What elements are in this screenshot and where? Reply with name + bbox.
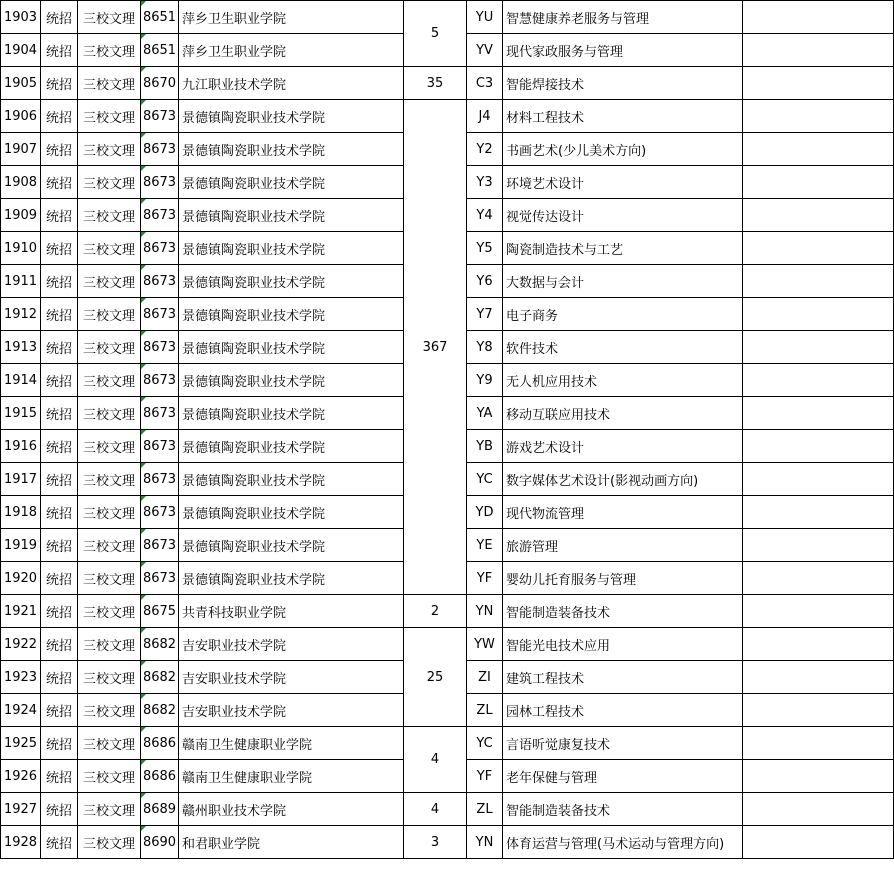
major-name-cell: 材料工程技术 [503,100,743,133]
school-code-cell: 8682 [141,628,179,661]
note-cell [743,826,894,859]
note-cell [743,100,894,133]
row-seq-cell: 1926 [1,760,41,793]
major-name-cell: 婴幼儿托育服务与管理 [503,562,743,595]
major-name-cell: 老年保健与管理 [503,760,743,793]
major-name-cell: 移动互联应用技术 [503,397,743,430]
major-code-cell: YF [467,562,503,595]
row-seq-cell: 1920 [1,562,41,595]
table-row [1,628,894,661]
school-code-cell: 8675 [141,595,179,628]
school-name-cell: 景德镇陶瓷职业技术学院 [179,430,404,463]
enroll-type-cell: 统招 [41,628,78,661]
row-seq-cell: 1917 [1,463,41,496]
note-cell [743,265,894,298]
major-name-cell: 园林工程技术 [503,694,743,727]
major-code-cell: Y7 [467,298,503,331]
enroll-type-cell: 统招 [41,67,78,100]
row-seq-cell: 1913 [1,331,41,364]
category-cell: 三校文理 [78,232,141,265]
major-code-cell: Y2 [467,133,503,166]
major-code-cell: YN [467,595,503,628]
major-code-cell: ZL [467,694,503,727]
category-cell: 三校文理 [78,397,141,430]
enroll-type-cell: 统招 [41,760,78,793]
school-name-cell: 景德镇陶瓷职业技术学院 [179,166,404,199]
major-code-cell: C3 [467,67,503,100]
major-name-cell: 视觉传达设计 [503,199,743,232]
table-row [1,100,894,133]
school-name-cell: 景德镇陶瓷职业技术学院 [179,529,404,562]
major-code-cell: Y4 [467,199,503,232]
school-name-cell: 九江职业技术学院 [179,67,404,100]
major-name-cell: 旅游管理 [503,529,743,562]
category-cell: 三校文理 [78,133,141,166]
school-name-cell: 吉安职业技术学院 [179,694,404,727]
quota-cell: 35 [404,67,467,100]
major-code-cell: YN [467,826,503,859]
category-cell: 三校文理 [78,67,141,100]
major-name-cell: 环境艺术设计 [503,166,743,199]
enroll-type-cell: 统招 [41,496,78,529]
school-name-cell: 赣州职业技术学院 [179,793,404,826]
major-name-cell: 现代物流管理 [503,496,743,529]
row-seq-cell: 1921 [1,595,41,628]
school-code-cell: 8673 [141,199,179,232]
school-name-cell: 景德镇陶瓷职业技术学院 [179,232,404,265]
major-name-cell: 书画艺术(少儿美术方向) [503,133,743,166]
enroll-type-cell: 统招 [41,826,78,859]
major-name-cell: 智能光电技术应用 [503,628,743,661]
major-code-cell: Y8 [467,331,503,364]
row-seq-cell: 1918 [1,496,41,529]
row-seq-cell: 1924 [1,694,41,727]
enroll-type-cell: 统招 [41,364,78,397]
category-cell: 三校文理 [78,34,141,67]
category-cell: 三校文理 [78,562,141,595]
table-body [1,1,894,859]
note-cell [743,727,894,760]
major-name-cell: 现代家政服务与管理 [503,34,743,67]
major-code-cell: YV [467,34,503,67]
school-code-cell: 8682 [141,694,179,727]
major-code-cell: ZI [467,661,503,694]
category-cell: 三校文理 [78,331,141,364]
enroll-type-cell: 统招 [41,298,78,331]
school-code-cell: 8686 [141,727,179,760]
enroll-type-cell: 统招 [41,397,78,430]
row-seq-cell: 1906 [1,100,41,133]
note-cell [743,67,894,100]
school-code-cell: 8673 [141,496,179,529]
row-seq-cell: 1919 [1,529,41,562]
row-seq-cell: 1915 [1,397,41,430]
school-code-cell: 8651 [141,34,179,67]
school-code-cell: 8673 [141,298,179,331]
school-code-cell: 8673 [141,430,179,463]
school-name-cell: 赣南卫生健康职业学院 [179,760,404,793]
enroll-type-cell: 统招 [41,265,78,298]
note-cell [743,694,894,727]
school-code-cell: 8689 [141,793,179,826]
category-cell: 三校文理 [78,100,141,133]
category-cell: 三校文理 [78,463,141,496]
note-cell [743,331,894,364]
row-seq-cell: 1912 [1,298,41,331]
school-code-cell: 8686 [141,760,179,793]
major-name-cell: 智能焊接技术 [503,67,743,100]
school-name-cell: 萍乡卫生职业学院 [179,1,404,34]
category-cell: 三校文理 [78,265,141,298]
note-cell [743,1,894,34]
category-cell: 三校文理 [78,166,141,199]
note-cell [743,364,894,397]
major-name-cell: 智能制造装备技术 [503,595,743,628]
category-cell: 三校文理 [78,694,141,727]
note-cell [743,133,894,166]
school-name-cell: 吉安职业技术学院 [179,661,404,694]
note-cell [743,496,894,529]
note-cell [743,562,894,595]
quota-cell: 367 [404,100,467,595]
school-code-cell: 8673 [141,265,179,298]
major-name-cell: 数字媒体艺术设计(影视动画方向) [503,463,743,496]
enroll-type-cell: 统招 [41,562,78,595]
category-cell: 三校文理 [78,760,141,793]
school-name-cell: 景德镇陶瓷职业技术学院 [179,199,404,232]
category-cell: 三校文理 [78,496,141,529]
major-name-cell: 言语听觉康复技术 [503,727,743,760]
row-seq-cell: 1907 [1,133,41,166]
enroll-type-cell: 统招 [41,166,78,199]
table-row [1,595,894,628]
enroll-type-cell: 统招 [41,430,78,463]
enroll-type-cell: 统招 [41,529,78,562]
school-code-cell: 8673 [141,529,179,562]
major-code-cell: Y3 [467,166,503,199]
row-seq-cell: 1922 [1,628,41,661]
row-seq-cell: 1903 [1,1,41,34]
category-cell: 三校文理 [78,1,141,34]
major-code-cell: YA [467,397,503,430]
category-cell: 三校文理 [78,364,141,397]
school-code-cell: 8673 [141,100,179,133]
school-name-cell: 景德镇陶瓷职业技术学院 [179,265,404,298]
quota-cell: 25 [404,628,467,727]
major-name-cell: 软件技术 [503,331,743,364]
school-code-cell: 8673 [141,463,179,496]
row-seq-cell: 1904 [1,34,41,67]
major-code-cell: YF [467,760,503,793]
major-name-cell: 智能制造装备技术 [503,793,743,826]
major-code-cell: YC [467,463,503,496]
school-code-cell: 8673 [141,397,179,430]
school-name-cell: 景德镇陶瓷职业技术学院 [179,463,404,496]
quota-cell: 2 [404,595,467,628]
enroll-type-cell: 统招 [41,199,78,232]
school-name-cell: 景德镇陶瓷职业技术学院 [179,397,404,430]
school-code-cell: 8673 [141,331,179,364]
enroll-type-cell: 统招 [41,100,78,133]
school-code-cell: 8673 [141,562,179,595]
row-seq-cell: 1908 [1,166,41,199]
major-code-cell: Y5 [467,232,503,265]
major-code-cell: YU [467,1,503,34]
major-name-cell: 体育运营与管理(马术运动与管理方向) [503,826,743,859]
note-cell [743,166,894,199]
row-seq-cell: 1925 [1,727,41,760]
category-cell: 三校文理 [78,595,141,628]
school-name-cell: 萍乡卫生职业学院 [179,34,404,67]
major-code-cell: YD [467,496,503,529]
note-cell [743,199,894,232]
quota-cell: 4 [404,727,467,793]
enroll-type-cell: 统招 [41,232,78,265]
table-row [1,826,894,859]
category-cell: 三校文理 [78,298,141,331]
note-cell [743,232,894,265]
enroll-type-cell: 统招 [41,331,78,364]
major-code-cell: YC [467,727,503,760]
major-name-cell: 无人机应用技术 [503,364,743,397]
note-cell [743,298,894,331]
major-name-cell: 大数据与会计 [503,265,743,298]
note-cell [743,463,894,496]
row-seq-cell: 1914 [1,364,41,397]
row-seq-cell: 1916 [1,430,41,463]
school-name-cell: 和君职业学院 [179,826,404,859]
school-name-cell: 景德镇陶瓷职业技术学院 [179,331,404,364]
row-seq-cell: 1923 [1,661,41,694]
category-cell: 三校文理 [78,661,141,694]
note-cell [743,34,894,67]
category-cell: 三校文理 [78,727,141,760]
category-cell: 三校文理 [78,628,141,661]
note-cell [743,529,894,562]
school-code-cell: 8682 [141,661,179,694]
row-seq-cell: 1910 [1,232,41,265]
note-cell [743,430,894,463]
note-cell [743,397,894,430]
major-name-cell: 陶瓷制造技术与工艺 [503,232,743,265]
school-name-cell: 景德镇陶瓷职业技术学院 [179,133,404,166]
school-name-cell: 景德镇陶瓷职业技术学院 [179,298,404,331]
enroll-type-cell: 统招 [41,1,78,34]
row-seq-cell: 1911 [1,265,41,298]
major-code-cell: J4 [467,100,503,133]
major-code-cell: YE [467,529,503,562]
school-code-cell: 8673 [141,232,179,265]
enroll-type-cell: 统招 [41,694,78,727]
category-cell: 三校文理 [78,529,141,562]
row-seq-cell: 1905 [1,67,41,100]
school-name-cell: 吉安职业技术学院 [179,628,404,661]
note-cell [743,595,894,628]
major-code-cell: YW [467,628,503,661]
major-name-cell: 建筑工程技术 [503,661,743,694]
note-cell [743,628,894,661]
enroll-type-cell: 统招 [41,34,78,67]
school-name-cell: 景德镇陶瓷职业技术学院 [179,562,404,595]
enroll-type-cell: 统招 [41,661,78,694]
major-code-cell: YB [467,430,503,463]
quota-cell: 5 [404,1,467,67]
table-row [1,793,894,826]
category-cell: 三校文理 [78,430,141,463]
row-seq-cell: 1927 [1,793,41,826]
category-cell: 三校文理 [78,793,141,826]
table-row [1,67,894,100]
category-cell: 三校文理 [78,826,141,859]
row-seq-cell: 1909 [1,199,41,232]
enroll-type-cell: 统招 [41,595,78,628]
enroll-type-cell: 统招 [41,463,78,496]
school-name-cell: 景德镇陶瓷职业技术学院 [179,364,404,397]
enroll-type-cell: 统招 [41,727,78,760]
school-name-cell: 共青科技职业学院 [179,595,404,628]
note-cell [743,661,894,694]
table-row [1,727,894,760]
quota-cell: 4 [404,793,467,826]
table-row [1,1,894,34]
major-code-cell: Y6 [467,265,503,298]
school-code-cell: 8673 [141,364,179,397]
school-code-cell: 8651 [141,1,179,34]
note-cell [743,760,894,793]
major-name-cell: 游戏艺术设计 [503,430,743,463]
major-code-cell: Y9 [467,364,503,397]
enroll-type-cell: 统招 [41,133,78,166]
major-name-cell: 智慧健康养老服务与管理 [503,1,743,34]
school-code-cell: 8690 [141,826,179,859]
enroll-type-cell: 统招 [41,793,78,826]
row-seq-cell: 1928 [1,826,41,859]
quota-cell: 3 [404,826,467,859]
major-code-cell: ZL [467,793,503,826]
school-name-cell: 赣南卫生健康职业学院 [179,727,404,760]
school-name-cell: 景德镇陶瓷职业技术学院 [179,496,404,529]
school-name-cell: 景德镇陶瓷职业技术学院 [179,100,404,133]
school-code-cell: 8673 [141,166,179,199]
category-cell: 三校文理 [78,199,141,232]
school-code-cell: 8670 [141,67,179,100]
major-name-cell: 电子商务 [503,298,743,331]
school-code-cell: 8673 [141,133,179,166]
note-cell [743,793,894,826]
